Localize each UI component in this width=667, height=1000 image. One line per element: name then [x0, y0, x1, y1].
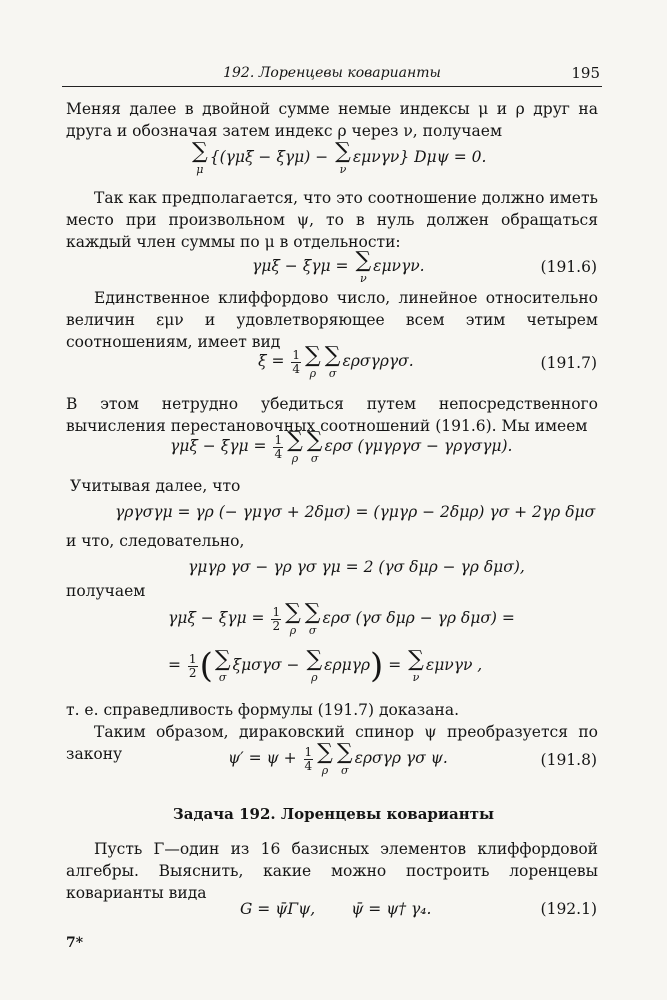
running-head — [62, 62, 602, 87]
paragraph-7: получаем — [66, 582, 146, 600]
sum-operator: ∑ σ — [324, 343, 341, 380]
sum-operator: ∑ σ — [214, 647, 231, 684]
sum-operator: ∑ ρ — [317, 740, 333, 777]
fraction: $\frac{1}{4}$ — [304, 744, 313, 773]
equation-192-1: G = ψ̄Γψ, ψ̄ = ψ† γ₄. — [240, 900, 432, 918]
paragraph-3: Единственное клиффордово число, линейное относительно величин εμν и удовлетворяющее всем этим четырем соотношениям, имеет вид — [66, 289, 598, 351]
equation-number: (191.7) — [540, 354, 597, 372]
running-head-title: 192. Лоренцевы коварианты — [223, 65, 441, 81]
sum-operator: ∑ ρ — [305, 343, 321, 380]
equation-191-6: γμξ − ξγμ = ∑ ν εμνγν. — [252, 248, 425, 285]
sum-operator: ∑ σ — [304, 600, 321, 637]
sum-operator: ∑ σ — [336, 740, 353, 777]
paragraph-4: В этом нетрудно убедиться путем непосредственного вычисления перестановочных соотношений (191.6). Мы имеем — [66, 395, 598, 435]
section-heading: Задача 192. Лоренцевы коварианты — [172, 805, 495, 823]
sum-operator: ∑ ρ — [287, 428, 303, 465]
paragraph-6: и что, следовательно, — [66, 532, 245, 550]
equation-number: (191.8) — [540, 751, 597, 769]
fraction: $\frac{1}{2}$ — [188, 651, 197, 680]
equation-number: (191.6) — [540, 258, 597, 276]
equation-5: γργσγμ = γρ (− γμγσ + 2δμσ) = (γμγρ − 2δμρ) γσ + 2γρ δμσ — [115, 503, 596, 521]
equation-7: γμξ − ξγμ = $\frac{1}{2}$ ∑ ρ ∑ σ ερσ (γσ δμρ − γρ δμσ) = — [168, 600, 515, 637]
sum-operator: ∑ ρ — [306, 647, 323, 684]
paragraph-5: Учитывая далее, что — [70, 477, 241, 495]
equation-1: ∑ μ {(γμξ − ξγμ) − ∑ ν εμνγν} Dμψ = 0. — [192, 139, 487, 176]
paragraph-8: т. е. справедливость формулы (191.7) доказана. — [66, 701, 459, 719]
paragraph-10: Пусть Γ—один из 16 базисных элементов клиффордовой алгебры. Выяснить, какие можно построить лоренцевы коварианты вида — [66, 840, 598, 902]
sum-operator: ∑ ν — [408, 647, 424, 684]
equation-4: γμξ − ξγμ = $\frac{1}{4}$ ∑ ρ ∑ σ ερσ (γμγργσ − γργσγμ). — [170, 428, 513, 465]
sum-operator: ∑ σ — [306, 428, 323, 465]
sum-operator: ∑ ν — [335, 139, 351, 176]
equation-6: γμγρ γσ − γρ γσ γμ = 2 (γσ δμρ − γρ δμσ), — [188, 558, 525, 576]
equation-191-7: ξ = $\frac{1}{4}$ ∑ ρ ∑ σ ερσγργσ. — [258, 343, 414, 380]
equation-number: (192.1) — [540, 900, 597, 918]
paragraph-1: Меняя далее в двойной сумме немые индексы μ и ρ друг на друга и обозначая затем индекс ρ через ν, получаем — [66, 100, 598, 140]
sum-operator: ∑ ν — [355, 248, 372, 285]
fraction: $\frac{1}{2}$ — [272, 604, 281, 633]
fraction: $\frac{1}{4}$ — [274, 432, 283, 461]
page-number: 195 — [571, 64, 600, 82]
fraction: $\frac{1}{4}$ — [292, 347, 301, 376]
sum-operator: ∑ μ — [192, 139, 208, 176]
equation-191-8: ψ′ = ψ + $\frac{1}{4}$ ∑ ρ ∑ σ ερσγρ γσ ψ. — [228, 740, 448, 777]
sum-operator: ∑ ρ — [285, 600, 301, 637]
equation-8: = $\frac{1}{2}$ ( ∑ σ ξμσγσ − ∑ ρ ερμγρ) = ∑ ν εμνγν , — [168, 646, 483, 686]
paragraph-9: Таким образом, дираковский спинор ψ преобразуется по закону — [66, 723, 598, 763]
paragraph-2: Так как предполагается, что это соотношение должно иметь место при произвольном ψ, то в нуль должен обращаться каждый член суммы по μ в отдельности: — [66, 189, 598, 251]
signature-mark: 7* — [66, 935, 84, 951]
